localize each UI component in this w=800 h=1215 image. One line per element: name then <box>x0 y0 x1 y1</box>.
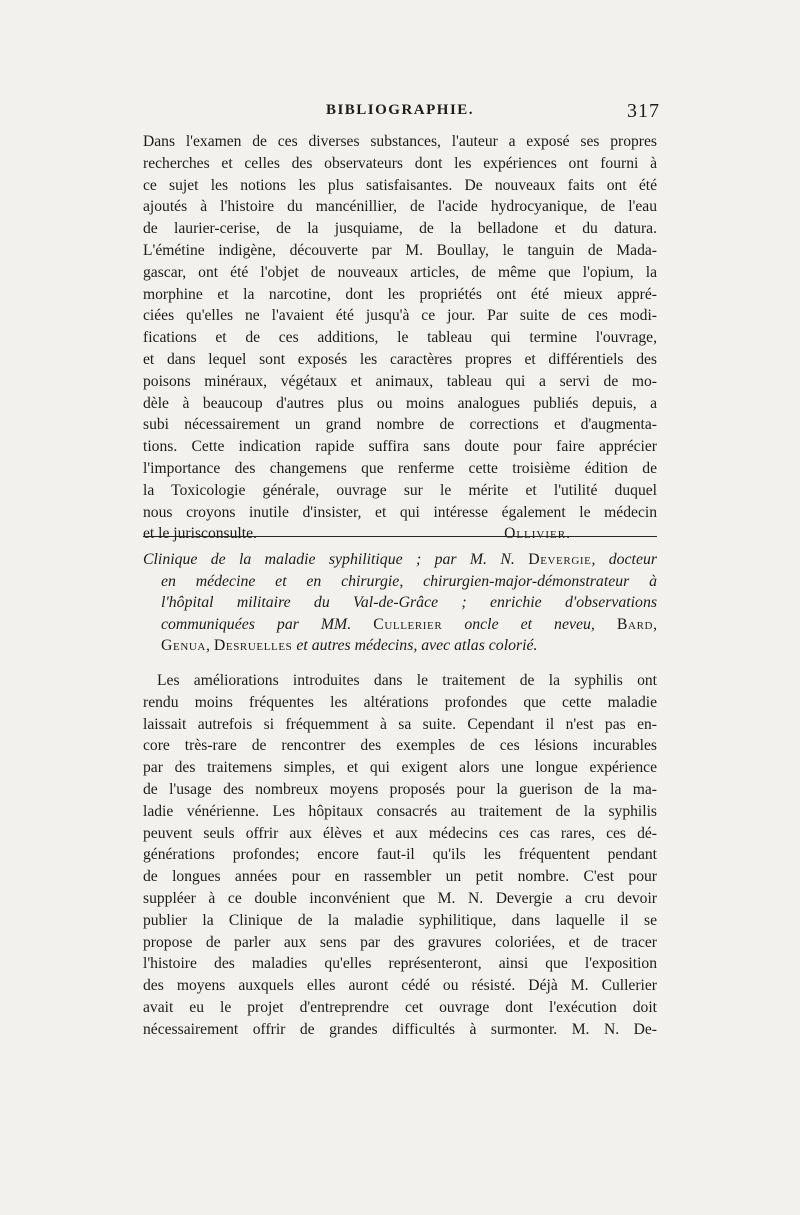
text-line: par des traitemens simples, et qui exigent alors une longue expérience <box>143 759 657 777</box>
title-line <box>143 549 657 571</box>
text-line: peuvent seuls offrir aux élèves et aux médecins ces cas rares, ces dé- <box>143 824 657 842</box>
text-line: l'histoire des maladies qu'elles représenteront, ainsi que l'exposition <box>143 955 657 973</box>
closing-text: et le jurisconsulte. <box>143 525 257 543</box>
review-article-text <box>143 131 657 545</box>
title-line <box>143 635 657 657</box>
title-text: oncle et neveu, <box>464 615 595 633</box>
title-text: , <box>205 637 210 654</box>
title-line: en médecine et en chirurgie, chirurgien-major-démonstrateur à <box>161 572 657 590</box>
contributor-name: Desruelles <box>213 637 293 654</box>
text-line: de l'usage des nombreux moyens proposés pour la guerison de la ma- <box>143 780 657 798</box>
text-line: générations profondes; encore faut-il qu'ils les fréquentent pendant <box>143 846 657 864</box>
title-line: l'hôpital militaire du Val-de-Grâce ; enrichie d'observations <box>161 594 657 611</box>
text-line: propose de parler aux sens par des gravures coloriées, et de tracer <box>143 933 657 951</box>
text-line: et dans lequel sont exposés les caractères propres et différentiels des <box>143 350 657 368</box>
text-line: la Toxicologie générale, ouvrage sur le mérite et l'utilité duquel <box>143 481 657 499</box>
text-line: l'importance des changemens que renferme cette troisième édition de <box>143 459 657 477</box>
text-line: de longues années pour en rassembler un petit nombre. C'est pour <box>143 868 657 886</box>
text-line: tions. Cette indication rapide suffira sans doute pour faire apprécier <box>143 438 657 456</box>
title-text: communiquées par MM. <box>161 615 352 633</box>
text-line: ce sujet les notions les plus satisfaisantes. De nouveaux faits ont été <box>143 176 657 194</box>
text-line: dèle à beaucoup d'autres plus ou moins analogues publiés depuis, a <box>143 394 657 412</box>
text-line: de laurier-cerise, de la jusquiame, de la belladone et du datura. <box>143 220 657 238</box>
page-header <box>140 100 660 126</box>
text-line: laissait autrefois si fréquemment à sa suite. Cependant il n'est pas en- <box>143 715 657 733</box>
text-line: Les améliorations introduites dans le traitement de la syphilis ont <box>157 672 657 689</box>
text-line: nécessairement offrir de grandes difficultés à surmonter. M. N. De- <box>143 1020 657 1038</box>
running-head: BIBLIOGRAPHIE. <box>325 102 475 118</box>
text-line: publier la Clinique de la maladie syphilitique, dans laquelle il se <box>143 911 657 929</box>
text-line: avait eu le projet d'entreprendre cet ouvrage dont l'exécution doit <box>143 998 657 1016</box>
title-text: et autres médecins, avec atlas colorié. <box>296 637 538 654</box>
text-line: suppléer à ce double inconvénient que M. N. Devergie a cru devoir <box>143 889 657 907</box>
second-review-text <box>143 670 657 1041</box>
title-line <box>143 614 657 636</box>
text-line: ciées qu'elles ne l'avaient été jusqu'à ce jour. Par suite de ces modi- <box>143 307 657 325</box>
author-name: Devergie <box>528 551 592 568</box>
text-line: recherches et celles des observateurs dont les expériences ont fourni à <box>143 154 657 172</box>
text-line: des moyens auxquels elles auront cédé ou résisté. Déjà M. Cullerier <box>143 977 657 995</box>
title-text: , <box>653 615 657 633</box>
contributor-name: Cullerier <box>373 615 443 633</box>
text-line: ajoutés à l'histoire du mancénillier, de l'acide hydrocyanique, de l'eau <box>143 198 657 216</box>
text-line: morphine et la narcotine, dont les propriétés ont été mieux appré- <box>143 285 657 303</box>
text-line: nous croyons inutile d'insister, et qui intéresse également le médecin <box>143 503 657 521</box>
author-signature: Ollivier. <box>504 525 571 543</box>
text-line: gascar, ont été l'objet de nouveaux articles, de même que l'opium, la <box>143 263 657 281</box>
contributor-name: Bard <box>616 615 654 633</box>
text-line: fications et de ces additions, le tableau qui termine l'ouvrage, <box>143 329 657 347</box>
signature-line <box>143 523 657 545</box>
text-line: Dans l'examen de ces diverses substances, l'auteur a exposé ses propres <box>143 133 657 150</box>
text-line: subi nécessairement un grand nombre de corrections et d'augmenta- <box>143 416 657 434</box>
contributor-name: Genua <box>161 637 206 654</box>
title-text: Clinique de la maladie syphilitique ; par M. N. <box>143 551 515 568</box>
text-line: L'émétine indigène, découverte par M. Boullay, le tanguin de Mada- <box>143 241 657 259</box>
text-line: poisons minéraux, végétaux et animaux, tableau qui a servi de mo- <box>143 372 657 390</box>
page-number: 317 <box>627 100 660 122</box>
section-divider <box>143 536 657 537</box>
text-line: rendu moins fréquentes les altérations profondes que cette maladie <box>143 693 657 711</box>
text-line: ladie vénérienne. Les hôpitaux consacrés au traitement de la syphilis <box>143 802 657 820</box>
text-line: core très-rare de rencontrer des exemples de ces lésions incurables <box>143 737 657 755</box>
book-title-entry <box>143 549 657 657</box>
title-text: , docteur <box>591 551 657 568</box>
